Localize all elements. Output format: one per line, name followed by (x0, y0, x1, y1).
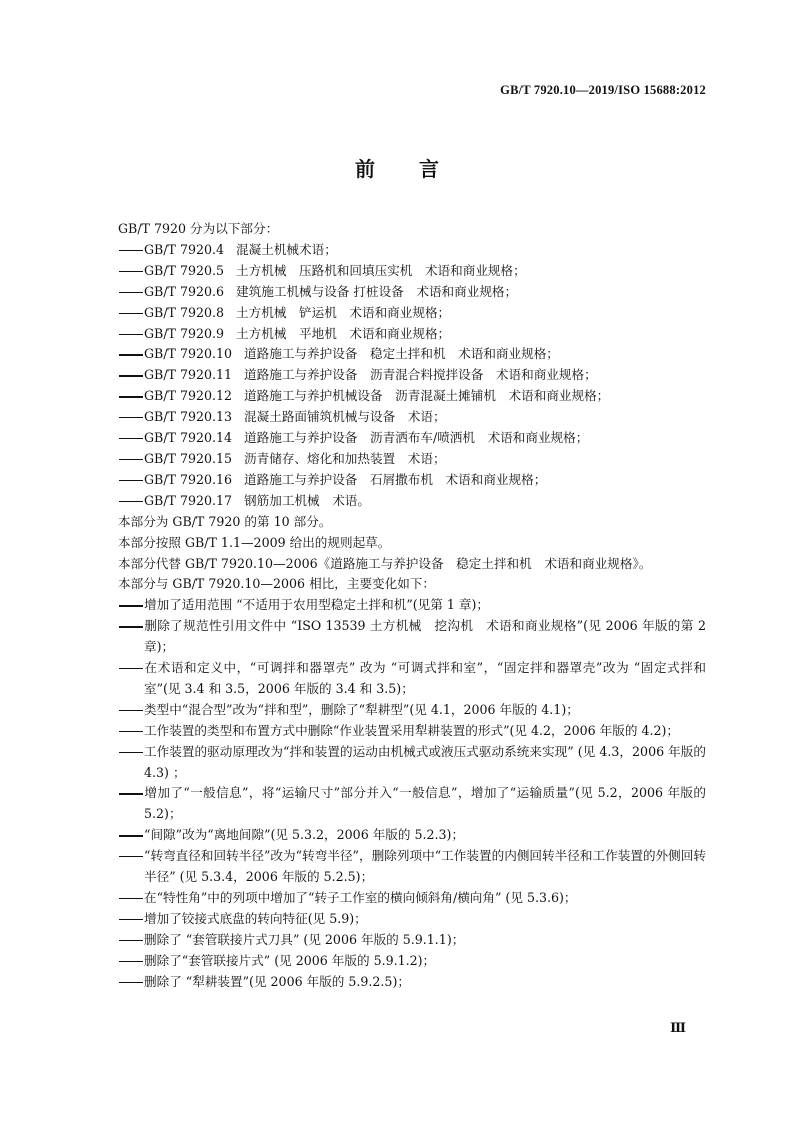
part-code: GB/T 7920.15 (144, 450, 233, 466)
part-name: 土方机械 铲运机 术语和商业规格； (236, 304, 451, 320)
statement-paragraph: 本部分代替 GB/T 7920.10—2006《道路施工与养护设备 稳定土拌和机 术语和商业规格》。 (118, 555, 652, 571)
part-code: GB/T 7920.6 (144, 283, 225, 299)
change-text: 增加了铰接式底盘的转向特征(见 5.9)； (144, 910, 367, 926)
part-code: GB/T 7920.10 (144, 346, 233, 362)
part-code: GB/T 7920.9 (144, 325, 225, 341)
change-text: 在术语和定义中，“可调拌和器罩壳” 改为 “可调式拌和室”，“固定拌和器罩壳”改为 “固定式拌和室”(见 3.4 和 3.5，2006 年版的 3.4 和 3.5)； (144, 660, 706, 696)
part-name: 混凝土机械术语； (236, 241, 337, 257)
dash-marker (118, 491, 144, 511)
change-list-item (118, 825, 706, 846)
change-list-item (118, 909, 706, 930)
foreword-body (118, 219, 706, 993)
change-text: 增加了适用范围 “不适用于农用型稳定土拌和机”(见第 1 章)； (144, 597, 489, 613)
part-name: 混凝土路面铺筑机械与设备 术语； (244, 409, 446, 425)
change-list-item (118, 972, 706, 993)
dash-marker (118, 930, 144, 950)
dash-marker (118, 261, 144, 281)
part-list-item (118, 365, 706, 386)
part-name: 道路施工与养护设备 石屑撒布机 术语和商业规格； (244, 471, 547, 487)
changes-list (118, 595, 706, 992)
page-title: 前言 (355, 157, 483, 181)
change-text: “转弯直径和回转半径”改为“转弯半径”，删除列项中“工作装置的内侧回转半径和工作装置的外侧回转半径” (见 5.3.4，2006 年版的 5.2.5)； (144, 848, 706, 885)
part-name: 土方机械 压路机和回填压实机 术语和商业规格； (236, 262, 526, 278)
part-code: GB/T 7920.13 (144, 409, 233, 425)
change-text: 工作装置的驱动原理改为“拌和装置的运动由机械式或液压式驱动系统来实现” (见 4.3，2006 年版的 4.3) ； (144, 743, 706, 780)
standard-number-header: GB/T 7920.10—2019/ISO 15688:2012 (500, 83, 706, 97)
dash-marker (118, 658, 144, 678)
part-code: GB/T 7920.12 (144, 388, 233, 404)
part-list-item (118, 491, 706, 512)
intro-paragraph: GB/T 7920 分为以下部分： (118, 221, 279, 236)
dash-marker (118, 365, 144, 385)
change-text: 删除了 “犁耕装置”(见 2006 年版的 5.9.2.5)； (144, 973, 410, 989)
change-list-item (118, 742, 706, 784)
change-list-item (118, 658, 706, 700)
change-text: 删除了 “套管联接片式刀具” (见 2006 年版的 5.9.1.1)； (144, 931, 465, 947)
change-text: 删除了规范性引用文件中 “ISO 13539 土方机械 挖沟机 术语和商业规格”(见 2006 年版的第 2 章)； (144, 618, 706, 655)
change-list-item (118, 846, 706, 888)
part-code: GB/T 7920.14 (144, 430, 233, 446)
change-text: 工作装置的类型和布置方式中删除“作业装置采用犁耕装置的形式”(见 4.2，2006 年版的 4.2)； (144, 722, 680, 738)
dash-marker (118, 428, 144, 448)
dash-marker (118, 449, 144, 469)
dash-marker (118, 846, 144, 866)
change-list-item (118, 595, 706, 616)
parts-list (118, 240, 706, 512)
dash-marker (118, 700, 144, 720)
part-code: GB/T 7920.11 (144, 367, 233, 383)
part-name: 道路施工与养护设备 沥青混合料搅拌设备 术语和商业规格； (244, 367, 597, 383)
part-name: 土方机械 平地机 术语和商业规格； (236, 325, 451, 341)
dash-marker (118, 972, 144, 992)
part-code: GB/T 7920.17 (144, 492, 233, 508)
change-text: 在“特性角”中的列项中增加了“转子工作室的横向倾斜角/横向角” (见 5.3.6)； (144, 890, 577, 905)
dash-marker (118, 825, 144, 845)
statement-paragraph: 本部分按照 GB/T 1.1—2009 给出的规则起草。 (118, 534, 391, 550)
change-list-item (118, 700, 706, 721)
part-name: 道路施工与养护机械设备 沥青混凝土摊铺机 术语和商业规格； (244, 388, 610, 404)
dash-marker (118, 909, 144, 929)
statements (118, 512, 706, 596)
part-list-item (118, 449, 706, 470)
change-text: 类型中“混合型”改为“拌和型”，删除了“犁耕型”(见 4.1，2006 年版的 4.1)； (144, 701, 579, 717)
change-list-item (118, 721, 706, 742)
dash-marker (118, 386, 144, 406)
dash-marker (118, 616, 144, 636)
part-name: 道路施工与养护设备 稳定土拌和机 术语和商业规格； (244, 346, 559, 362)
part-code: GB/T 7920.8 (144, 304, 225, 320)
change-text: “间隙”改为“离地间隙”(见 5.3.2，2006 年版的 5.2.3)； (144, 827, 465, 843)
part-list-item (118, 240, 706, 261)
part-list-item (118, 282, 706, 303)
dash-marker (118, 721, 144, 741)
part-list-item (118, 324, 706, 345)
dash-marker (118, 344, 144, 364)
part-name: 沥青储存、熔化和加热装置 术语； (244, 450, 446, 466)
part-name: 道路施工与养护设备 沥青洒布车/喷洒机 术语和商业规格； (244, 430, 589, 446)
dash-marker (118, 240, 144, 260)
page-number: Ⅲ (670, 1020, 686, 1035)
change-list-item (118, 616, 706, 658)
dash-marker (118, 407, 144, 427)
part-code: GB/T 7920.16 (144, 471, 233, 487)
part-list-item (118, 261, 706, 282)
dash-marker (118, 888, 144, 908)
part-list-item (118, 344, 706, 365)
change-text: 删除了“套管联接片式” (见 2006 年版的 5.9.1.2)； (144, 952, 436, 968)
part-code: GB/T 7920.4 (144, 241, 225, 257)
dash-marker (118, 324, 144, 344)
dash-marker (118, 595, 144, 615)
change-list-item (118, 951, 706, 972)
part-name: 钢筋加工机械 术语。 (244, 492, 370, 508)
change-list-item (118, 888, 706, 909)
dash-marker (118, 303, 144, 323)
dash-marker (118, 783, 144, 803)
part-list-item (118, 386, 706, 407)
change-list-item (118, 783, 706, 825)
statement-paragraph: 本部分为 GB/T 7920 的第 10 部分。 (118, 513, 332, 529)
part-name: 建筑施工机械与设备 打桩设备 术语和商业规格； (236, 283, 518, 299)
part-list-item (118, 470, 706, 491)
dash-marker (118, 470, 144, 490)
change-text: 增加了“一般信息”，将“运输尺寸”部分并入“一般信息”，增加了“运输质量”(见 5.2，2006 年版的 5.2)； (144, 785, 706, 822)
dash-marker (118, 742, 144, 762)
part-list-item (118, 407, 706, 428)
statement-paragraph: 本部分与 GB/T 7920.10—2006 相比，主要变化如下： (118, 576, 436, 592)
part-list-item (118, 303, 706, 324)
dash-marker (118, 951, 144, 971)
change-list-item (118, 930, 706, 951)
part-list-item (118, 428, 706, 449)
part-code: GB/T 7920.5 (144, 262, 225, 278)
dash-marker (118, 282, 144, 302)
